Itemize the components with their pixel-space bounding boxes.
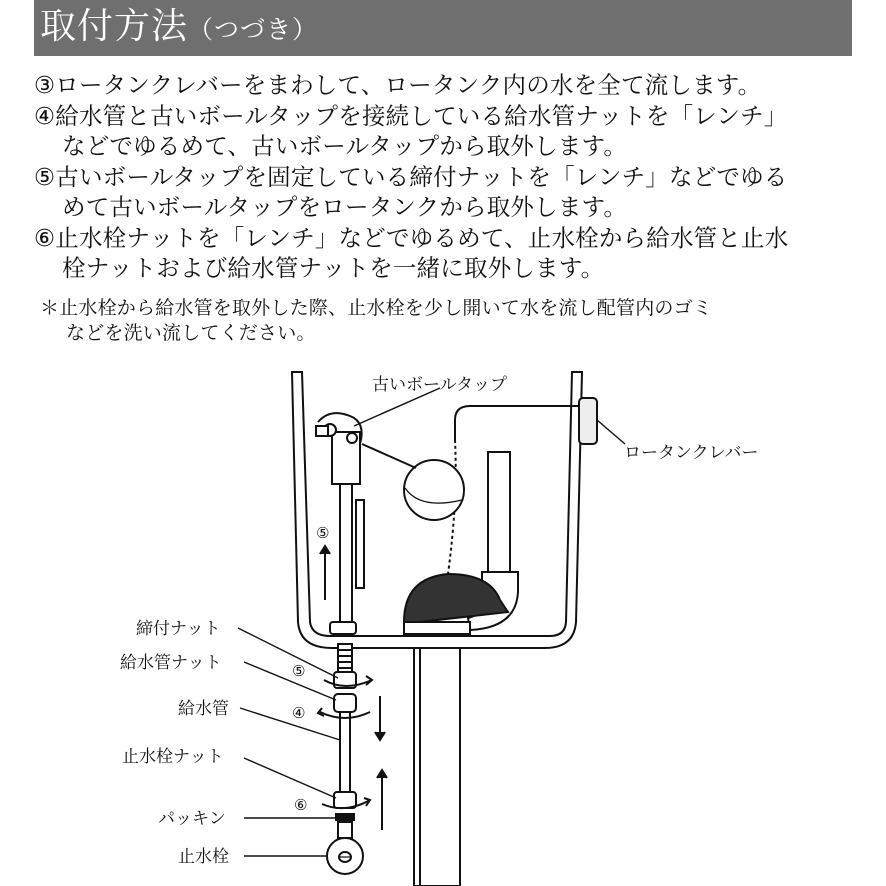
step-4-line-2: などでゆるめて、古いボールタップから取外します。 [62,132,628,160]
step-3-line-1: ③ロータンクレバーをまわして、ロータンク内の水を全て流します。 [34,71,762,99]
marker-step5: ⑤ [292,662,306,680]
step-list [34,70,864,284]
tank-lever-arm [455,406,579,440]
step-6-line-1: ⑥止水栓ナットを「レンチ」などでゆるめて、止水栓から給水管と止水 [34,223,789,252]
label-tightening-nut: 締付ナット [136,619,221,639]
nut-6 [334,792,356,808]
tank-lever [579,398,597,444]
flush-valve-seat [404,622,470,634]
float-arm [362,444,416,468]
section-title-main: 取付方法 [40,6,189,47]
tank-tightening-nut [330,622,356,634]
label-supply-pipe-nut: 給水管ナット [120,653,222,673]
note-line-1: ＊止水栓から給水管を取外した際、止水栓を少し開いて水を流し配管内のゴミ [40,297,713,319]
nut-4 [334,694,356,712]
label-tank-lever: ロータンクレバー [624,443,759,463]
valve-stem [338,822,352,838]
supply-pipe-tube [340,712,350,792]
step-5-line-1: ⑤古いボールタップを固定している締付ナットを「レンチ」などでゆる [34,162,788,191]
label-packing: パッキン [158,809,226,829]
label-stop-valve-nut: 止水栓ナット [122,747,224,767]
note-line-2: などを洗い流してください。 [66,322,316,344]
label-supply-pipe: 給水管 [178,699,229,719]
float-ball [404,460,464,520]
ball-tap-riser [340,484,352,622]
section-header [34,0,852,56]
marker-step4: ④ [292,704,306,722]
marker-step5-top: ⑤ [316,524,330,542]
label-stop-valve: 止水栓 [178,847,229,867]
section-title [40,4,318,53]
label-ball-tap: 古いボールタップ [372,375,507,395]
step-5-line-2: めて古いボールタップをロータンクから取外します。 [62,193,628,221]
section-title-sub: （つづき） [188,15,319,44]
packing-ring [336,814,354,820]
step-4-line-1: ④給水管と古いボールタップを接続している給水管ナットを「レンチ」 [34,101,788,130]
overflow-pipe [488,452,510,572]
note [40,296,870,346]
step-6-line-2: 栓ナットおよび給水管ナットを一緒に取外します。 [62,254,605,282]
marker-step6: ⑥ [294,796,308,814]
installation-diagram [0,360,886,886]
